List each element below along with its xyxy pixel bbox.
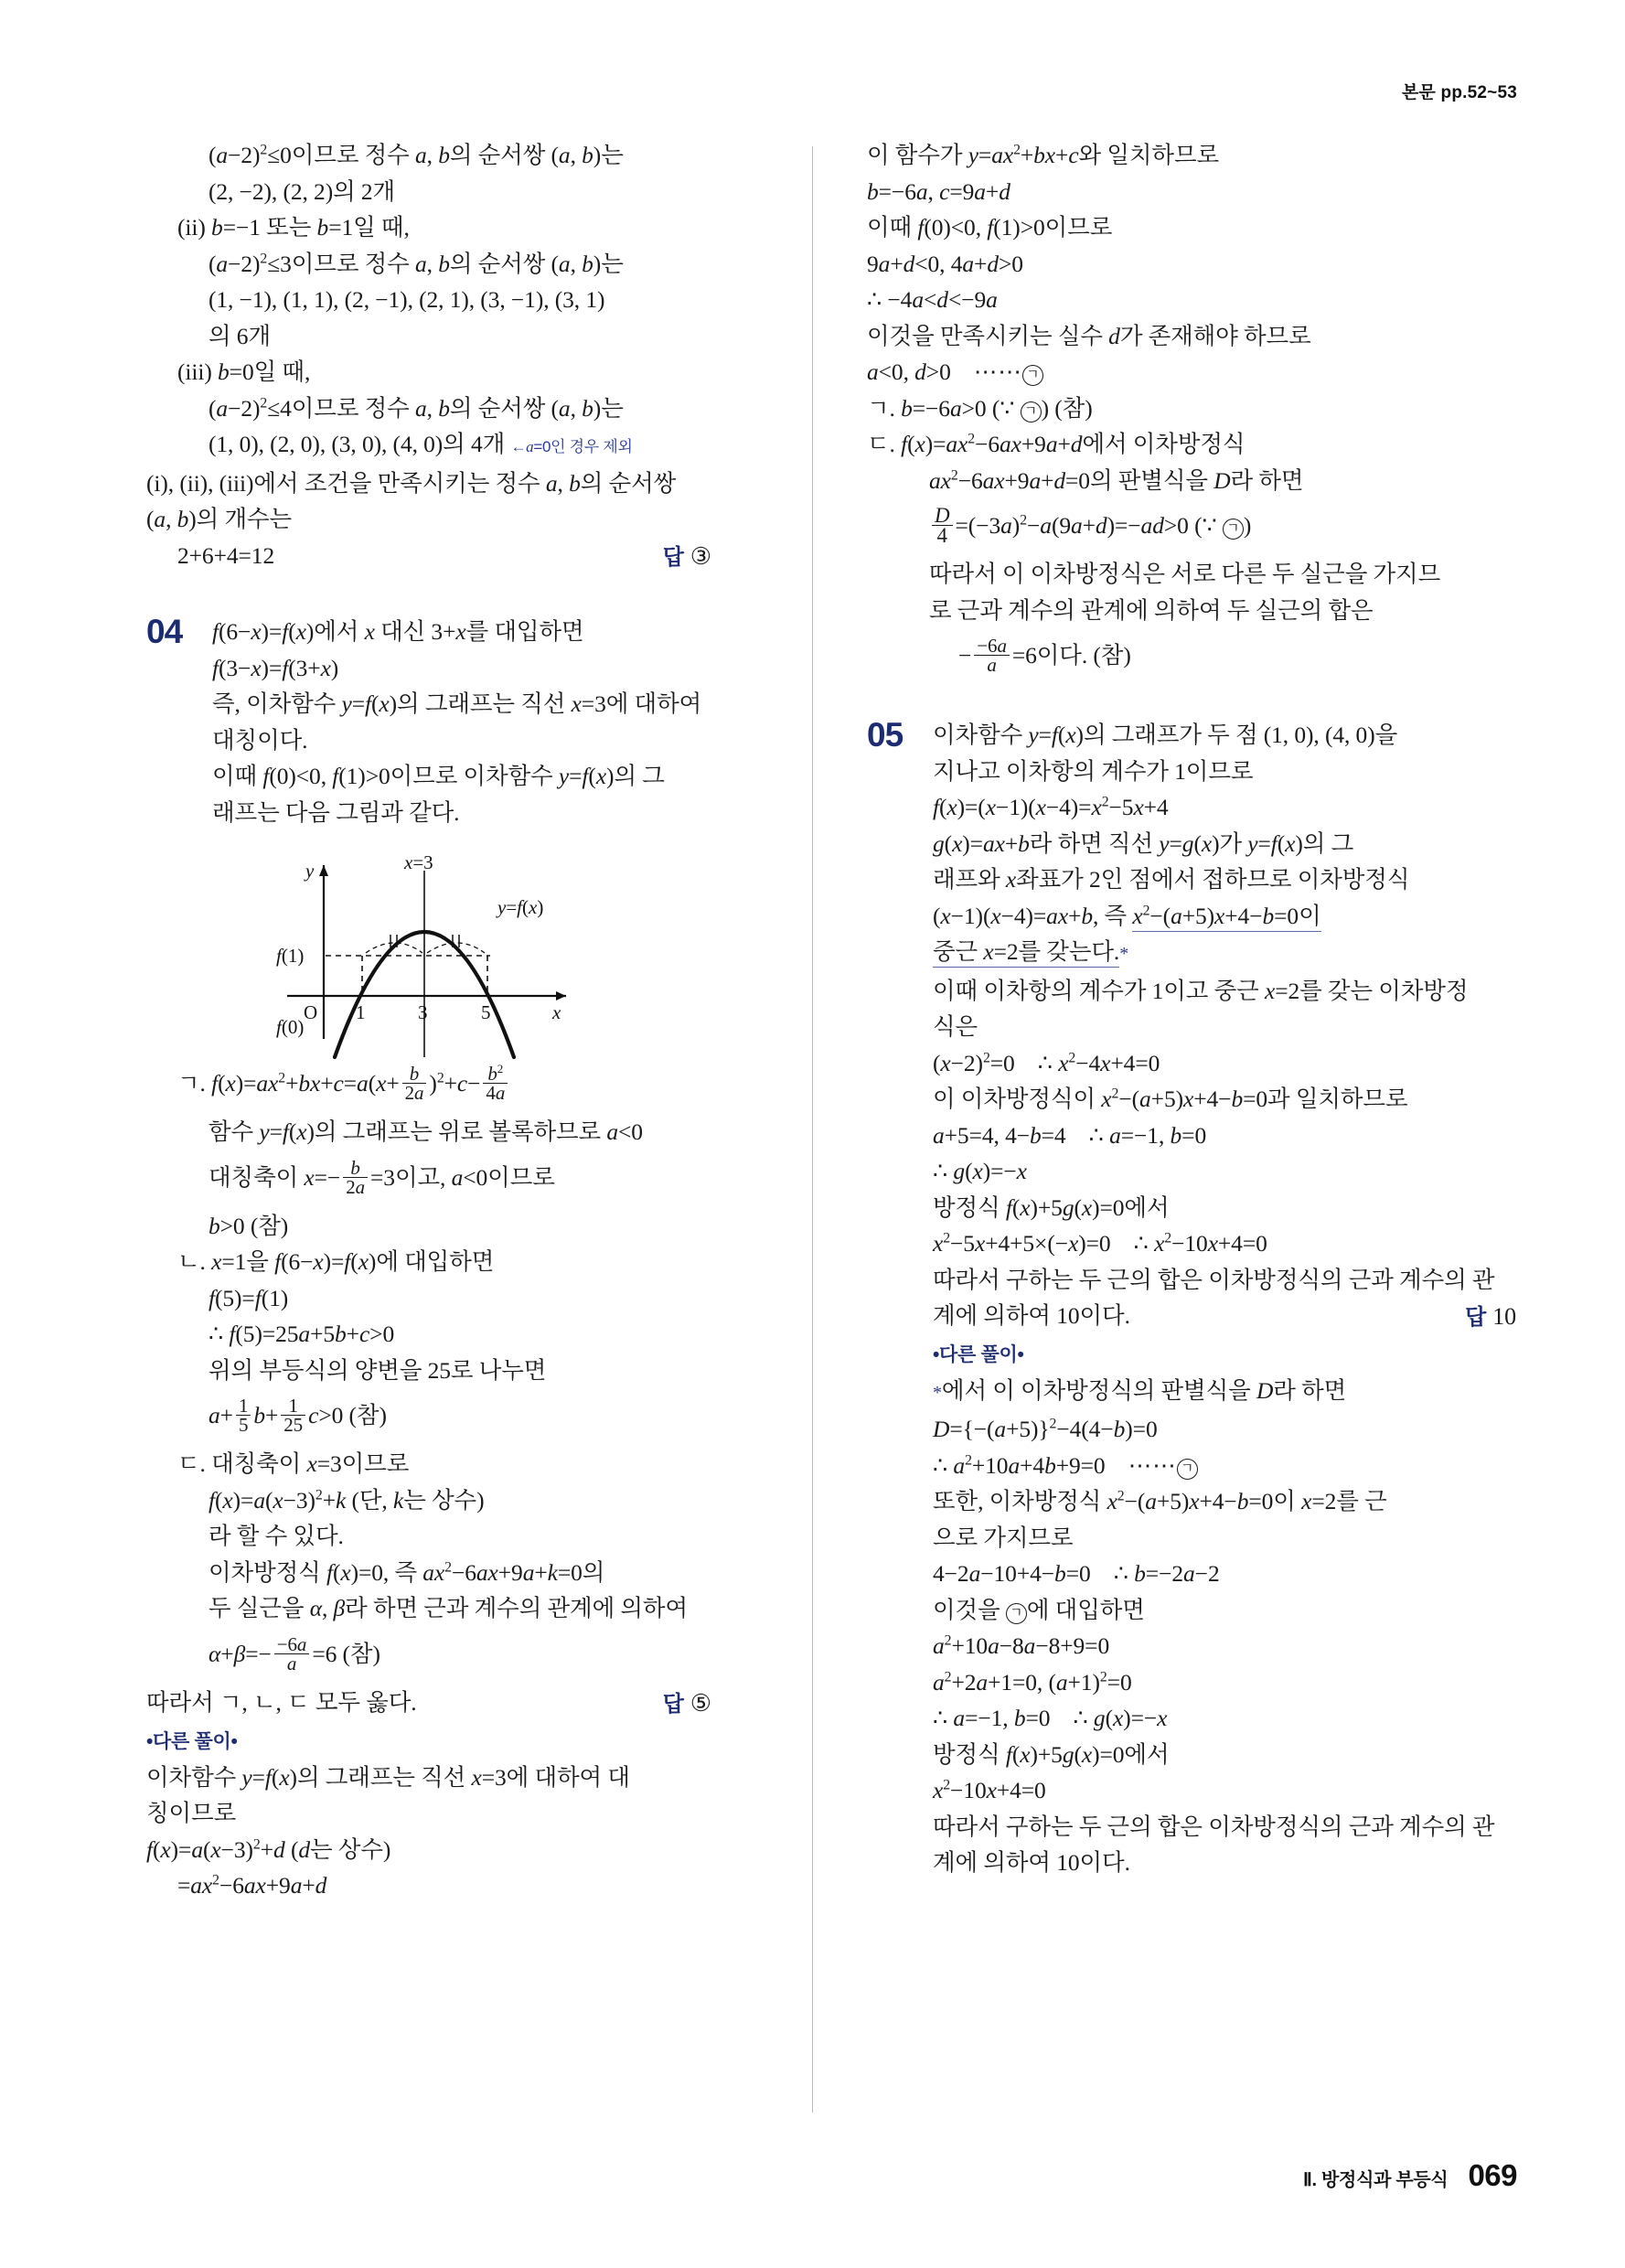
x-tick-3: 3	[418, 1001, 428, 1023]
answer-value: 10	[1492, 1303, 1516, 1331]
solution-line: ∴ g(x)=−x	[933, 1158, 1027, 1185]
solution-line: 래프는 다음 그림과 같다.	[212, 798, 460, 826]
solution-line: 이 이차방정식이 $x^2-(a+5)x+4-b=0$과 일치하므로	[933, 1086, 1408, 1113]
answer-tag	[663, 539, 711, 576]
alt-solution-line: $x^2-10x+4=0$	[933, 1777, 1046, 1804]
ref-circle-mark: ㄱ	[1022, 365, 1043, 386]
alt-solution-line: $=ax^2-6ax+9a+d$	[177, 1872, 327, 1899]
page-footer	[1303, 2158, 1517, 2193]
x-axis-label: x	[552, 1001, 561, 1023]
chapter-label: Ⅱ. 방정식과 부등식	[1302, 2170, 1449, 2190]
solution-line-with-sidenote: (1, 0), (2, 0), (3, 0), (4, 0)의 4개 ←a=0인 경우 제외	[208, 431, 633, 457]
solution-line: 방정식 f(x)+5g(x)=0에서	[933, 1193, 1170, 1221]
solution-line: 즉, 이차함수 y=f(x)의 그래프는 직선 x=3에 대하여	[212, 690, 702, 717]
alt-solution-line: 칭이므로	[146, 1800, 237, 1827]
alt-solution-line: 방정식 f(x)+5g(x)=0에서	[933, 1740, 1170, 1768]
problem-number: 04	[146, 613, 183, 650]
problem-04	[146, 614, 711, 830]
solution-line: 이것을 만족시키는 실수 d가 존재해야 하므로	[867, 322, 1311, 349]
solution-line: (1, −1), (1, 1), (2, −1), (2, 1), (3, −1), (3, 1)	[208, 286, 605, 313]
alt-solution-line: $a^2+10a-8a-8+9=0$	[933, 1632, 1110, 1660]
statement-n-line: ∴ f(5)=25a+5b+c>0	[208, 1321, 395, 1348]
solution-line: (x−1)(x−4)=ax+b, 즉 $x^2-(a+5)x+4-b=0$이	[933, 898, 1516, 935]
solution-line: 계에 의하여 10이다. 답 10	[933, 1298, 1516, 1334]
solution-line: ∴ −4a<d<−9a	[867, 286, 998, 313]
statement-d-line: α+β=− $\frac{-6a}{a}$ =6 (참)	[208, 1633, 380, 1675]
ref-circle-mark: ㄱ	[1006, 1603, 1027, 1624]
statement-d-line: $f(x)=a(x-3)^2+k$ (단, k는 상수)	[208, 1486, 485, 1514]
alt-solution-line: $f(x)=a(x-3)^2+d$ (d는 상수)	[146, 1835, 391, 1863]
left-column	[0, 137, 812, 2131]
parabola-svg	[251, 845, 607, 1060]
solution-line: $(a-2)^2\le 4$이므로 정수 a, b의 순서쌍 (a, b)는	[208, 394, 624, 422]
solution-line: f(6−x)=f(x)에서 x 대신 3+x를 대입하면	[212, 618, 584, 645]
statement-g-line: 함수 y=f(x)의 그래프는 위로 볼록하므로 a<0	[208, 1118, 643, 1146]
solution-line: 이때 f(0)<0, f(1)>0이므로	[867, 214, 1113, 241]
answer-label: 답	[662, 1692, 684, 1717]
statement-d-line: 라 할 수 있다.	[208, 1523, 344, 1550]
solution-line: a+5=4, 4−b=4 ∴ a=−1, b=0	[933, 1121, 1207, 1149]
alt-solution-line: *에서 이 이차방정식의 판별식을 D라 하면	[933, 1376, 1347, 1404]
alt-solution-line: $D=\{-(a+5)\}^2-4(4-b)=0$	[933, 1416, 1158, 1443]
origin-label: O	[304, 1001, 318, 1023]
x-tick-5: 5	[481, 1001, 491, 1023]
star-marker: *	[1119, 944, 1129, 965]
problem-number: 05	[867, 716, 903, 754]
solution-line: 이 함수가 $y=ax^2+bx+c$와 일치하므로	[867, 142, 1220, 168]
sidenote-exclude-a-zero: ←a=0인 경우 제외	[510, 438, 633, 455]
solution-line: 이때 f(0)<0, f(1)>0이므로 이차함수 y=f(x)의 그	[212, 763, 665, 789]
statement-d-line: 두 실근을 α, β라 하면 근과 계수의 관계에 의하여	[208, 1595, 688, 1622]
solution-line: ㄱ. b=−6a>0 (∵ ㄱ ) (참)	[867, 394, 1093, 422]
statement-g-line: ㄱ. $f(x)=ax^2+bx+c=a(x+$ $\frac{b}{2a}$ )$^2$+c− $\frac{b^2}{4a}$	[146, 1065, 711, 1105]
solution-line: $\frac{D}{4}$ $=(-3a)^2-a(9a+d)=-ad>0$ (∵ ㄱ )	[867, 508, 1516, 547]
conclusion-line	[146, 1685, 711, 1721]
alt-solution-heading: •다른 풀이•	[933, 1343, 1024, 1365]
answer-tag	[663, 1685, 711, 1723]
alt-solution-line: 또한, 이차방정식 $x^2-(a+5)x+4-b=0$이 x=2를 근	[933, 1488, 1387, 1515]
two-column-body	[0, 137, 1625, 2131]
solution-line: − $\frac{-6a}{a}$ =6이다. (참)	[958, 635, 1131, 677]
ref-circle-mark: ㄱ	[1177, 1459, 1198, 1480]
y-axis-label: y	[305, 860, 315, 882]
solution-line: 이차함수 y=f(x)의 그래프가 두 점 (1, 0), (4, 0)을	[933, 722, 1398, 749]
statement-g-line: 대칭축이 x=− $\frac{b}{2a}$ =3이고, a<0이므로	[208, 1156, 555, 1198]
solution-line: f(3−x)=f(3+x)	[212, 654, 339, 681]
statement-d-line: ㄷ. 대칭축이 x=3이므로	[177, 1450, 410, 1478]
solution-line: 의 6개	[208, 322, 271, 349]
solution-line: 따라서 구하는 두 근의 합은 이차방정식의 근과 계수의 관	[933, 1266, 1495, 1293]
alt-solution-line: ∴ a=−1, b=0 ∴ g(x)=−x	[933, 1705, 1168, 1732]
solution-line: $x^2-5x+4+5\times(-x)=0$ ∴ $x^2-10x+4=0$	[933, 1230, 1267, 1257]
ref-circle-mark: ㄱ	[1021, 401, 1042, 423]
solution-line: (2, −2), (2, 2)의 2개	[208, 177, 396, 205]
alt-solution-line: 이것을 ㄱ 에 대입하면	[933, 1596, 1145, 1623]
solution-line: (a, b)의 개수는	[146, 506, 293, 532]
f1-label: f(1)	[276, 945, 305, 967]
solution-line: $ax^2-6ax+9a+d=0$의 판별식을 D라 하면	[929, 466, 1304, 494]
answer-value: ③	[690, 542, 711, 570]
solution-line: $(x-2)^2=0$ ∴ $x^2-4x+4=0$	[933, 1049, 1160, 1076]
alt-solution-line: 이차함수 y=f(x)의 그래프는 직선 x=3에 대하여 대	[146, 1763, 630, 1791]
curve-label: y=f(x)	[497, 896, 544, 918]
solution-line: 이때 이차항의 계수가 1이고 중근 x=2를 갖는 이차방정	[933, 977, 1469, 1004]
solution-line: 대칭이다.	[212, 726, 308, 754]
solution-line: $f(x)=(x-1)(x-4)=x^2-5x+4$	[933, 794, 1169, 821]
page-number: 069	[1468, 2158, 1517, 2192]
solution-line: 2+6+4=12 답 ③	[146, 538, 711, 574]
answer-value: ⑤	[690, 1690, 711, 1717]
solution-line: 지나고 이차항의 계수가 1이므로	[933, 757, 1254, 785]
statement-n-line: 위의 부등식의 양변을 25로 나누면	[208, 1356, 547, 1384]
alt-solution-line: 따라서 구하는 두 근의 합은 이차방정식의 근과 계수의 관	[933, 1813, 1495, 1840]
conclusion-text: 따라서 ㄱ, ㄴ, ㄷ 모두 옳다.	[146, 1689, 417, 1717]
answer-tag	[1465, 1299, 1516, 1336]
solution-line: a<0, d>0 ⋯⋯ ㄱ	[867, 354, 1516, 390]
alt-solution-line: 계에 의하여 10이다.	[933, 1849, 1130, 1877]
alt-solution-line: $a^2+2a+1=0$, $(a+1)^2=0$	[933, 1668, 1132, 1696]
problem-05	[867, 717, 1516, 1881]
right-column	[812, 137, 1624, 2131]
solution-line: 9a+d<0, 4a+d>0	[867, 250, 1023, 277]
solution-line	[933, 934, 1516, 973]
alt-solution-heading: •다른 풀이•	[146, 1730, 238, 1752]
solution-line: g(x)=ax+b라 하면 직선 y=g(x)가 y=f(x)의 그	[933, 829, 1354, 857]
statement-d-line: 이차방정식 f(x)=0, 즉 $ax^2-6ax+9a+k=0$의	[208, 1558, 605, 1586]
running-head: 본문 pp.52~53	[1401, 83, 1517, 102]
answer-label: 답	[662, 544, 684, 570]
solution-line: 식은	[933, 1013, 978, 1041]
alt-solution-line: 4−2a−10+4−b=0 ∴ b=−2a−2	[933, 1560, 1220, 1588]
solution-line: ㄷ. $f(x)=ax^2-6ax+9a+d$에서 이차방정식	[867, 431, 1245, 457]
solution-line: (ii) b=−1 또는 b=1일 때,	[177, 214, 410, 241]
solution-line: b=−6a, c=9a+d	[867, 177, 1010, 205]
solution-line: (i), (ii), (iii)에서 조건을 만족시키는 정수 a, b의 순서쌍	[146, 469, 677, 497]
statement-n-line: f(5)=f(1)	[208, 1284, 289, 1311]
solution-line: $(a-2)^2\le 3$이므로 정수 a, b의 순서쌍 (a, b)는	[208, 250, 624, 277]
symmetry-line-label: x=3	[404, 851, 433, 873]
solution-line: 래프와 x좌표가 2인 점에서 접하므로 이차방정식	[933, 866, 1410, 893]
underlined-equation-part2: 중근 x=2를 갖는다.	[933, 938, 1119, 968]
solution-line: 따라서 이 이차방정식은 서로 다른 두 실근을 가지므	[929, 561, 1441, 588]
alt-solution-line: ∴ $a^2+10a+4b+9=0$ ⋯⋯ ㄱ	[933, 1448, 1516, 1484]
star-ref: *	[933, 1382, 942, 1403]
statement-n-line: a+ $\frac{1}{5}$ b+ $\frac{1}{25}$ c>0 (참)	[208, 1395, 387, 1437]
solution-line: (iii) b=0일 때,	[177, 358, 311, 385]
x-tick-1: 1	[356, 1001, 366, 1023]
f0-label: f(0)	[276, 1016, 305, 1038]
underlined-equation-part1: $x^2-(a+5)x+4-b=0$이	[1132, 903, 1320, 932]
statement-g-line: b>0 (참)	[208, 1212, 289, 1239]
ref-circle-mark: ㄱ	[1223, 519, 1244, 540]
alt-solution-line: 으로 가지므로	[933, 1524, 1074, 1551]
statement-n-line: ㄴ. x=1을 f(6−x)=f(x)에 대입하면	[177, 1248, 495, 1276]
solution-line: $(a-2)^2\le 0$이므로 정수 a, b의 순서쌍 (a, b)는	[208, 142, 624, 168]
solution-line: 로 근과 계수의 관계에 의하여 두 실근의 합은	[929, 596, 1374, 624]
parabola-figure	[146, 845, 711, 1060]
answer-label: 답	[1465, 1305, 1487, 1331]
